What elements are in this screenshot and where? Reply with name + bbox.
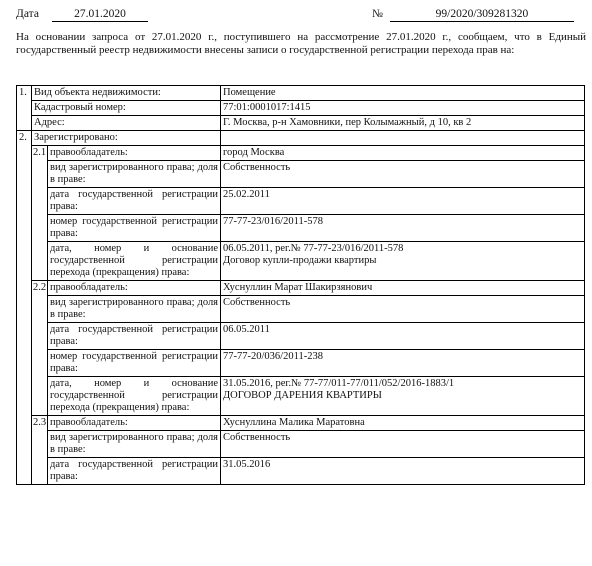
field-label: вид зарегистрированного права; доля в праве: bbox=[48, 161, 221, 188]
field-value-line: ДОГОВОР ДАРЕНИЯ КВАРТИРЫ bbox=[223, 390, 382, 401]
table-row bbox=[17, 281, 585, 296]
holder-number: 2.2 bbox=[32, 281, 48, 416]
table-row bbox=[17, 188, 585, 215]
field-label: Вид объекта недвижимости: bbox=[32, 86, 221, 101]
field-value: Хуснуллин Марат Шакирзянович bbox=[221, 281, 585, 296]
number-value bbox=[390, 8, 574, 22]
field-label: номер государственной регистрации права: bbox=[48, 215, 221, 242]
table-row bbox=[17, 377, 585, 416]
table-row bbox=[17, 458, 585, 485]
number-label: № bbox=[372, 8, 383, 20]
field-value: Собственность bbox=[221, 431, 585, 458]
field-value bbox=[221, 131, 585, 146]
date-value bbox=[52, 8, 148, 22]
table-row bbox=[17, 131, 585, 146]
number-value-text: 99/2020/309281320 bbox=[390, 8, 574, 22]
table-row bbox=[17, 86, 585, 101]
field-label: вид зарегистрированного права; доля в праве: bbox=[48, 431, 221, 458]
holder-number: 2.3 bbox=[32, 416, 48, 485]
date-value-text: 27.01.2020 bbox=[52, 8, 148, 22]
table-row bbox=[17, 416, 585, 431]
table-row bbox=[17, 101, 585, 116]
field-value: 25.02.2011 bbox=[221, 188, 585, 215]
field-label: дата, номер и основание государственной регистрации перехода (прекращения) права: bbox=[48, 377, 221, 416]
registry-table bbox=[16, 85, 585, 485]
field-value: город Москва bbox=[221, 146, 585, 161]
field-value: Собственность bbox=[221, 296, 585, 323]
field-label: номер государственной регистрации права: bbox=[48, 350, 221, 377]
field-label: дата государственной регистрации права: bbox=[48, 458, 221, 485]
table-row bbox=[17, 215, 585, 242]
field-label: правообладатель: bbox=[48, 416, 221, 431]
table-row bbox=[17, 431, 585, 458]
field-value: Г. Москва, р-н Хамовники, пер Колымажный, д 10, кв 2 bbox=[221, 116, 585, 131]
field-label: дата государственной регистрации права: bbox=[48, 188, 221, 215]
field-label: дата государственной регистрации права: bbox=[48, 323, 221, 350]
field-label: дата, номер и основание государственной регистрации перехода (прекращения) права: bbox=[48, 242, 221, 281]
table-row bbox=[17, 116, 585, 131]
field-value-line: 31.05.2016, рег.№ 77-77/011-77/011/052/2016-1883/1 bbox=[223, 378, 455, 389]
field-label: вид зарегистрированного права; доля в праве: bbox=[48, 296, 221, 323]
table-row bbox=[17, 350, 585, 377]
field-value: 77:01:0001017:1415 bbox=[221, 101, 585, 116]
field-value bbox=[221, 242, 585, 281]
holder-number: 2.1 bbox=[32, 146, 48, 281]
field-value-line: 06.05.2011, рег.№ 77-77-23/016/2011-578 bbox=[223, 243, 404, 254]
field-value-line: Договор купли-продажи квартиры bbox=[223, 255, 377, 266]
table-row bbox=[17, 296, 585, 323]
table-row bbox=[17, 161, 585, 188]
date-label: Дата bbox=[16, 8, 39, 20]
field-value: Собственность bbox=[221, 161, 585, 188]
table-row bbox=[17, 146, 585, 161]
field-value: 77-77-23/016/2011-578 bbox=[221, 215, 585, 242]
field-label: правообладатель: bbox=[48, 281, 221, 296]
field-label: Адрес: bbox=[32, 116, 221, 131]
field-value: 77-77-20/036/2011-238 bbox=[221, 350, 585, 377]
field-label: Зарегистрировано: bbox=[32, 131, 221, 146]
intro-paragraph: На основании запроса от 27.01.2020 г., поступившего на рассмотрение 27.01.2020 г., сообщаем, что в Единый государственный реестр недвижимости внесены записи о государственной регистрации перехода прав на: bbox=[16, 31, 586, 56]
section-number: 1. bbox=[17, 86, 32, 131]
section-number: 2. bbox=[17, 131, 32, 485]
table-row bbox=[17, 323, 585, 350]
field-value: Помещение bbox=[221, 86, 585, 101]
field-label: Кадастровый номер: bbox=[32, 101, 221, 116]
field-label: правообладатель: bbox=[48, 146, 221, 161]
field-value: Хуснуллина Малика Маратовна bbox=[221, 416, 585, 431]
field-value: 31.05.2016 bbox=[221, 458, 585, 485]
table-row bbox=[17, 242, 585, 281]
field-value: 06.05.2011 bbox=[221, 323, 585, 350]
field-value bbox=[221, 377, 585, 416]
